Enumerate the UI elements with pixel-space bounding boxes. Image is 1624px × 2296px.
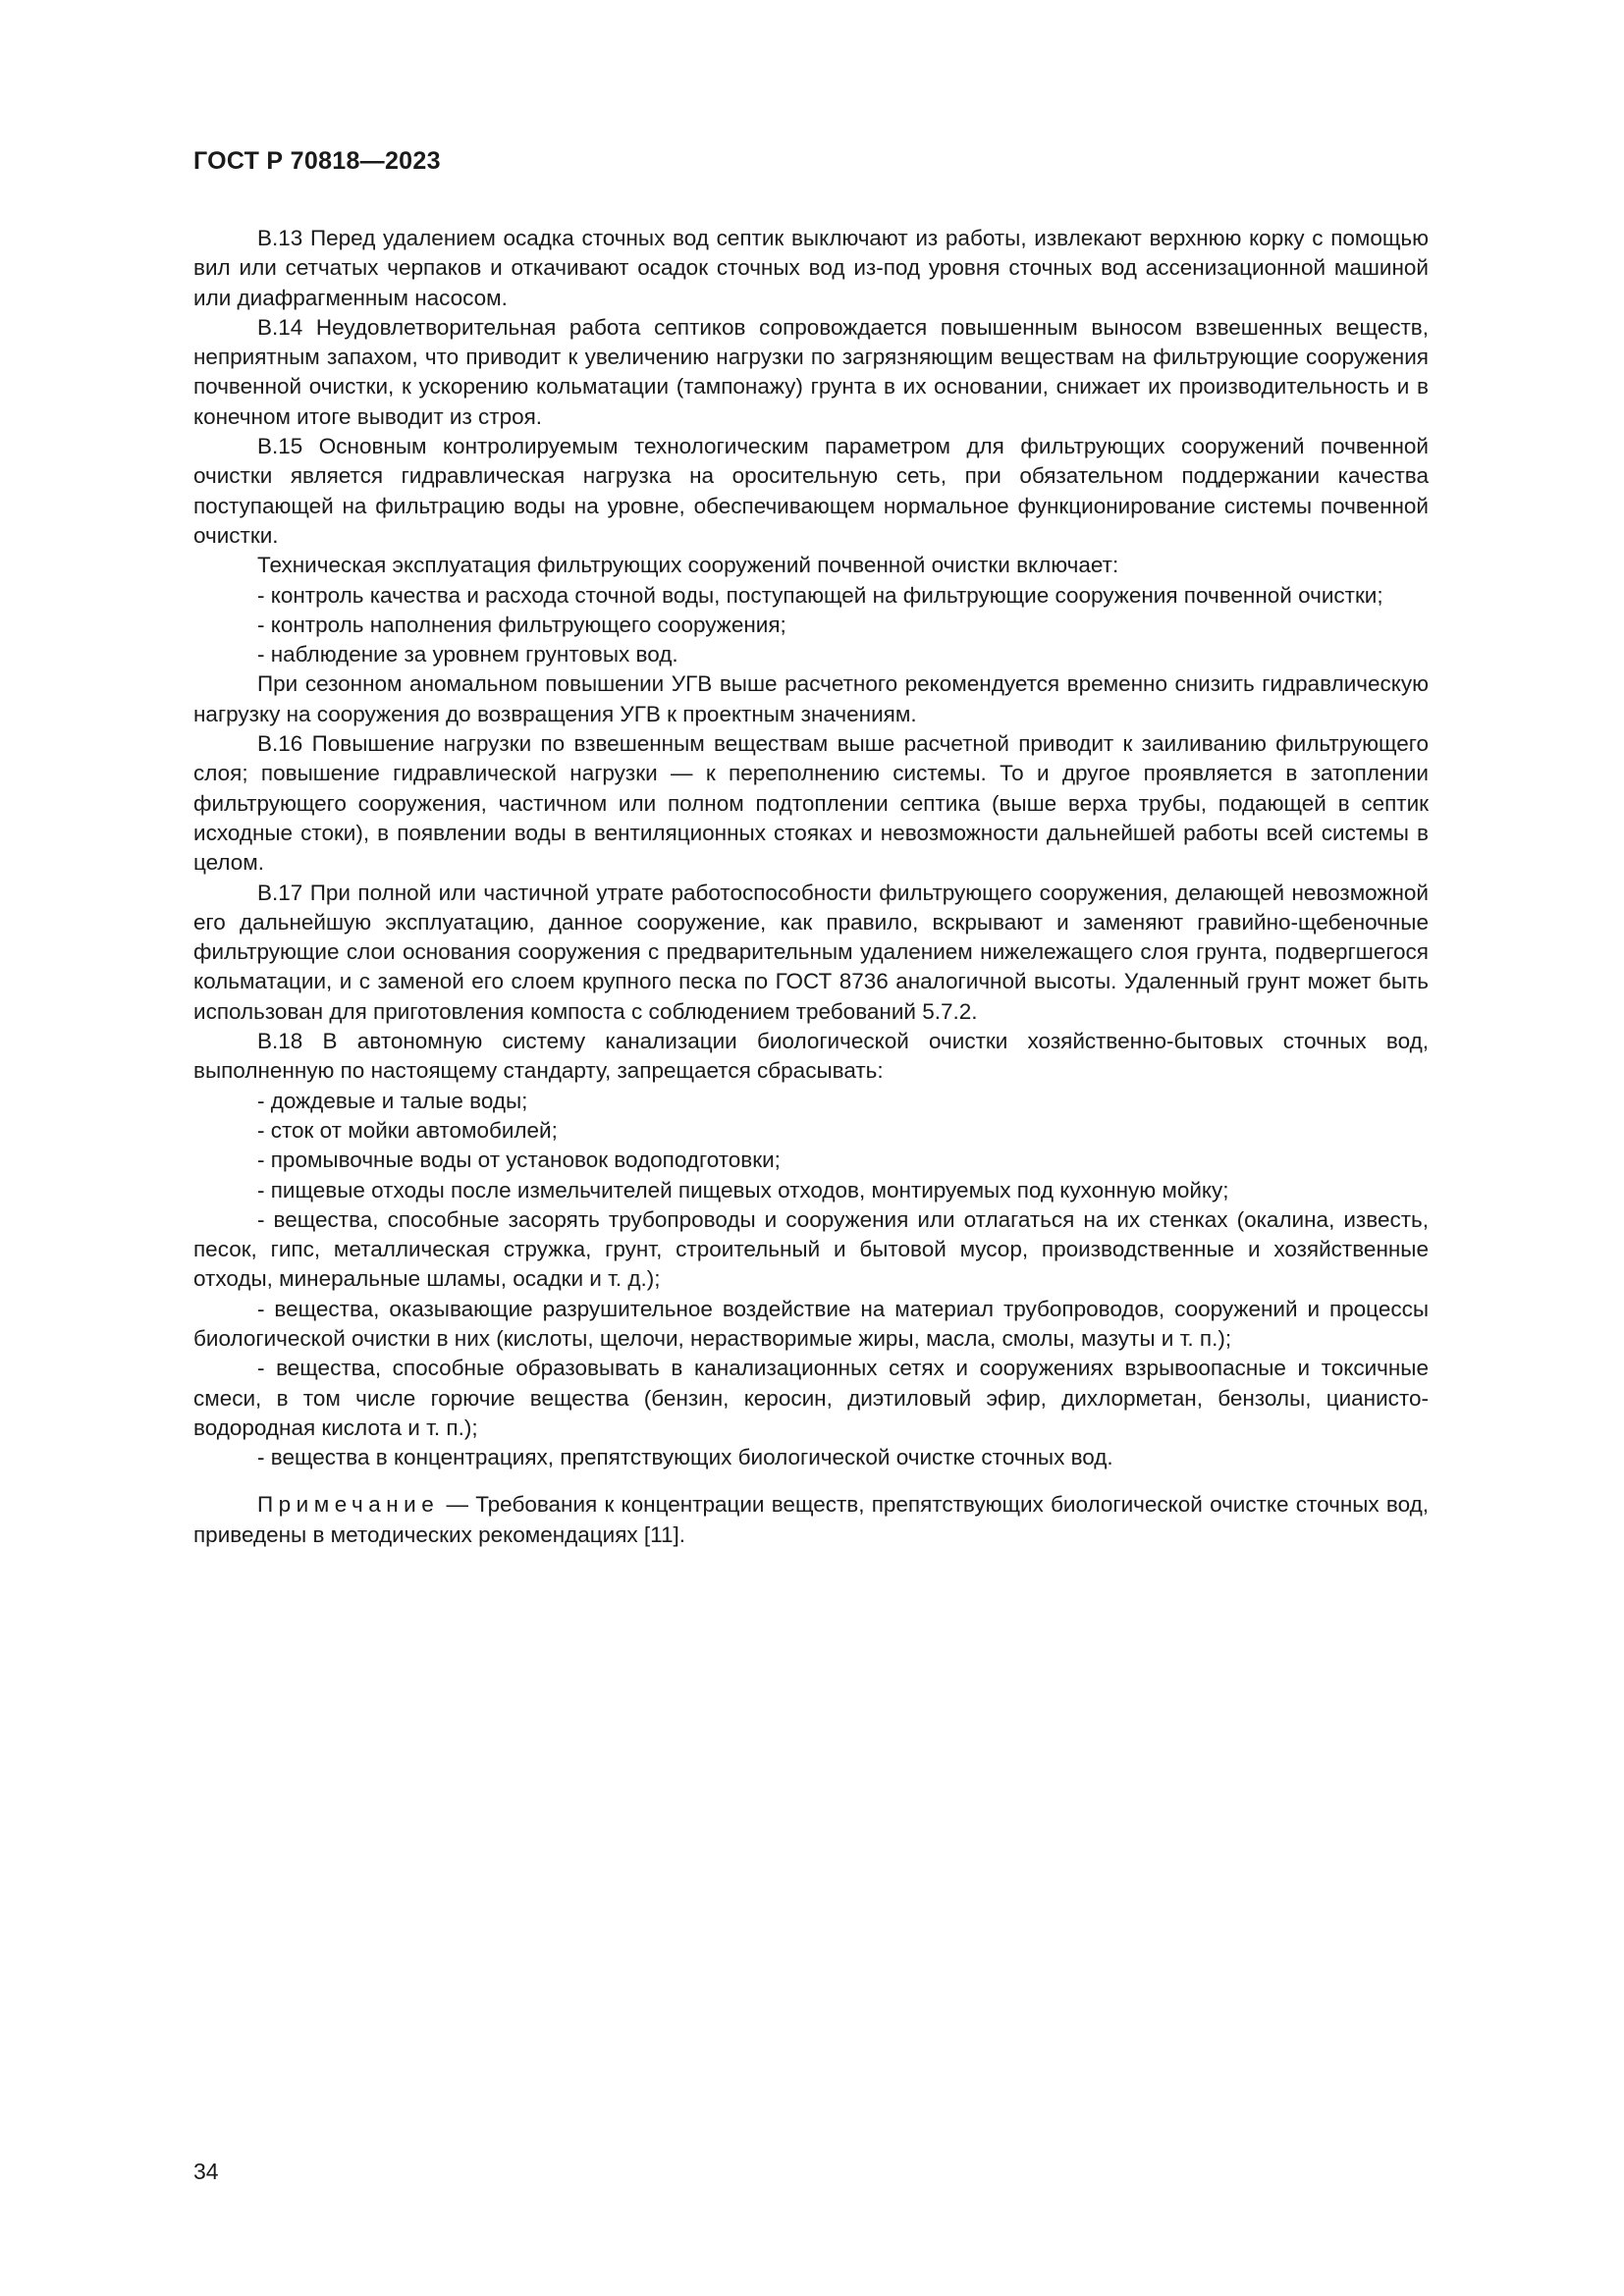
paragraph-seasonal: При сезонном аномальном повышении УГВ выше расчетного рекомендуется временно снизить гидравлическую нагрузку на сооружения до возвращения УГВ к проектным значениям. xyxy=(193,671,1429,726)
page-number: 34 xyxy=(193,2159,219,2184)
list-item: - контроль наполнения фильтрующего сооружения; xyxy=(257,612,786,637)
list-item: - контроль качества и расхода сточной воды, поступающей на фильтрующие сооружения почвенной очистки; xyxy=(257,582,1383,608)
list-item: - дождевые и талые воды; xyxy=(257,1088,528,1113)
list-item: - пищевые отходы после измельчителей пищевых отходов, монтируемых под кухонную мойку; xyxy=(257,1177,1229,1202)
paragraph-b17: В.17 При полной или частичной утрате работоспособности фильтрующего сооружения, делающей невозможной его дальнейшую эксплуатацию, данное сооружение, как правило, вскрывают и заменяют гравийно-щебеночные фильтрующие слои основания сооружения с предварительным удалением нижележащего слоя грунта, подвергшегося кольматации, и с заменой его слоем крупного песка по ГОСТ 8736 аналогичной высоты. Удаленный грунт может быть использован для приготовления компоста с соблюдением требований 5.7.2. xyxy=(193,880,1429,1024)
paragraph-b18: В.18 В автономную систему канализации биологической очистки хозяйственно-бытовых сточных вод, выполненную по настоящему стандарту, запрещается сбрасывать: xyxy=(193,1029,1429,1084)
note xyxy=(193,1490,1429,1550)
list-item: - сток от мойки автомобилей; xyxy=(257,1117,558,1143)
paragraph-tech-intro: Техническая эксплуатация фильтрующих сооружений почвенной очистки включает: xyxy=(257,553,1119,578)
paragraph-b15: В.15 Основным контролируемым технологическим параметром для фильтрующих сооружений почвенной очистки является гидравлическая нагрузка на оросительную сеть, при обязательном поддержании качества поступающей на фильтрацию воды на уровне, обеспечивающем нормальное функционирование системы почвенной очистки. xyxy=(193,434,1429,548)
list-item: - вещества, оказывающие разрушительное воздействие на материал трубопроводов, сооружений и процессы биологической очистки в них (кислоты, щелочи, нерастворимые жиры, масла, смолы, мазуты и т. п.); xyxy=(193,1296,1429,1351)
document-body xyxy=(193,224,1429,1550)
note-label: Примечание xyxy=(257,1492,440,1518)
list-item: - вещества в концентрациях, препятствующих биологической очистке сточных вод. xyxy=(257,1445,1113,1470)
note-text: — Требования к концентрации веществ, препятствующих биологической очистке сточных вод, приведены в методических рекомендациях [11]. xyxy=(193,1492,1429,1547)
list-item: - вещества, способные засорять трубопроводы и сооружения или отлагаться на их стенках (окалина, известь, песок, гипс, металлическая стружка, грунт, строительный и бытовой мусор, производственные и хозяйственные отходы, минеральные шламы, осадки и т. д.); xyxy=(193,1206,1429,1292)
paragraph-b14: В.14 Неудовлетворительная работа септиков сопровождается повышенным выносом взвешенных веществ, неприятным запахом, что приводит к увеличению нагрузки по загрязняющим веществам на фильтрующие сооружения почвенной очистки, к ускорению кольматации (тампонажу) грунта в их основании, снижает их производительность и в конечном итоге выводит из строя. xyxy=(193,314,1429,429)
list-item: - наблюдение за уровнем грунтовых вод. xyxy=(257,642,678,667)
paragraph-b16: В.16 Повышение нагрузки по взвешенным веществам выше расчетной приводит к заиливанию фильтрующего слоя; повышение гидравлической нагрузки — к переполнению системы. То и другое проявляется в затоплении фильтрующего сооружения, частичном или полном подтоплении септика (выше верха трубы, подающей в септик исходные стоки), в появлении воды в вентиляционных стояках и невозможности дальнейшей работы всей системы в целом. xyxy=(193,731,1429,876)
paragraph-b13: В.13 Перед удалением осадка сточных вод септик выключают из работы, извлекают верхнюю корку с помощью вил или сетчатых черпаков и откачивают осадок сточных вод из-под уровня сточных вод ассенизационной машиной или диафрагменным насосом. xyxy=(193,226,1429,310)
list-item: - вещества, способные образовывать в канализационных сетях и сооружениях взрывоопасные и токсичные смеси, в том числе горючие вещества (бензин, керосин, диэтиловый эфир, дихлорметан, бензолы, цианисто-водородная кислота и т. п.); xyxy=(193,1356,1429,1440)
list-item: - промывочные воды от установок водоподготовки; xyxy=(257,1148,781,1173)
document-header-title: ГОСТ Р 70818—2023 xyxy=(193,147,441,175)
